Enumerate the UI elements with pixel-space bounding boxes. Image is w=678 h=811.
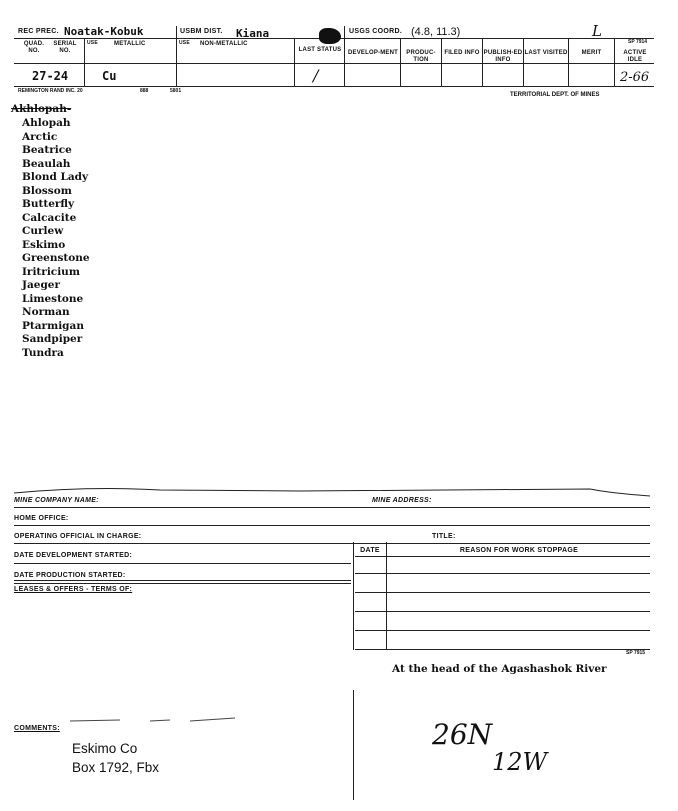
use-label-right: USE <box>179 40 190 46</box>
claim-item: Sandpiper <box>22 333 83 345</box>
last-status-label: LAST STATUS <box>298 47 342 53</box>
production-label: PRODUC-TION <box>406 50 436 63</box>
claim-item: Blond Lady <box>22 171 89 183</box>
date-column-label: DATE <box>360 547 380 554</box>
range-handwritten: 12W <box>492 748 548 776</box>
use-label-left: USE <box>87 40 98 46</box>
mine-company-label: MINE COMPANY NAME: <box>14 497 99 504</box>
comment-line-2: Box 1792, Fbx <box>72 760 160 775</box>
form-number-2: SP 7915 <box>626 650 646 656</box>
development-label: DEVELOP-MENT <box>347 50 399 56</box>
usbm-dist-value: Kiana <box>236 27 270 40</box>
claim-item: Arctic <box>22 130 58 143</box>
form-rule <box>14 507 650 508</box>
printer-imprint: REMINGTON RAND INC. 20 <box>18 88 83 94</box>
table-rule <box>353 690 354 800</box>
serial-label: SERIAL NO. <box>53 41 77 54</box>
header-divider <box>568 38 569 86</box>
usgs-coord-label: USGS COORD. <box>349 28 403 35</box>
claim-item: Iritricium <box>22 265 80 278</box>
header-divider <box>344 26 345 86</box>
header-divider <box>176 26 177 86</box>
form-number: SP 7914 <box>628 39 648 45</box>
claim-item: Beaulah <box>22 157 71 170</box>
header-divider <box>294 38 295 86</box>
mine-address-label: MINE ADDRESS: <box>372 497 432 504</box>
claim-item: Ptarmigan <box>22 319 84 332</box>
claim-item: Blossom <box>22 184 72 197</box>
table-rule <box>355 649 650 650</box>
header-divider <box>614 38 615 86</box>
table-rule <box>355 592 650 593</box>
claim-item: Butterfly <box>22 198 75 210</box>
claim-item: Tundra <box>22 346 64 359</box>
metallic-value: Cu <box>102 69 117 83</box>
rec-prec-label: REC PREC. <box>18 28 59 35</box>
form-rule <box>14 563 351 564</box>
metallic-label: METALLIC <box>114 41 146 47</box>
header-divider <box>523 38 524 86</box>
merit-label: MERIT <box>581 50 602 56</box>
imprint-code-1: 888 <box>140 88 149 94</box>
header-divider <box>441 38 442 86</box>
reason-column-label: REASON FOR WORK STOPPAGE <box>459 547 579 554</box>
title-label: TITLE: <box>432 533 456 540</box>
table-rule <box>355 630 650 631</box>
table-rule <box>355 573 650 574</box>
form-rule <box>355 556 650 557</box>
table-rule <box>386 542 387 650</box>
operating-official-label: OPERATING OFFICIAL IN CHARGE: <box>14 533 142 540</box>
usgs-coord-handwritten: L <box>592 22 602 40</box>
header-rule-mid <box>14 63 654 64</box>
claims-list <box>22 117 90 360</box>
form-rule <box>14 583 351 584</box>
claim-item: Jaeger <box>22 279 61 291</box>
table-rule <box>353 542 354 650</box>
faint-scribble <box>60 712 260 726</box>
home-office-label: HOME OFFICE: <box>14 515 69 522</box>
ink-blot <box>319 28 341 44</box>
published-info-label: PUBLISH-ED INFO <box>483 50 523 63</box>
form-rule <box>14 580 351 581</box>
claims-heading: Akhlopah- <box>11 103 72 115</box>
location-note: At the head of the Agashashok River <box>392 663 607 675</box>
territorial-dept-label: TERRITORIAL DEPT. OF MINES <box>510 92 600 98</box>
form-rule <box>14 525 650 526</box>
comments-label: COMMENTS: <box>14 725 60 732</box>
imprint-code-2: 5801 <box>170 88 182 94</box>
last-status-mark: / <box>313 66 319 85</box>
nonmetallic-label: NON-METALLIC <box>200 41 248 47</box>
claim-item: Limestone <box>22 292 84 305</box>
claim-item: Curlew <box>22 225 64 237</box>
quad-label: QUAD. NO. <box>23 41 45 54</box>
active-idle-label: ACTIVE IDLE <box>623 50 647 63</box>
usbm-dist-label: USBM DIST. <box>180 28 223 35</box>
claim-item: Ahlopah <box>22 117 71 129</box>
header-rule-bottom <box>14 86 654 87</box>
table-rule <box>355 611 650 612</box>
claim-item: Eskimo <box>22 238 66 251</box>
header-divider <box>84 38 85 86</box>
claim-item: Greenstone <box>22 252 90 264</box>
claim-item: Norman <box>22 306 70 318</box>
claim-item: Beatrice <box>22 144 72 156</box>
rec-prec-value: Noatak-Kobuk <box>64 25 144 38</box>
claim-item: Calcacite <box>22 211 77 224</box>
active-idle-value: 2-66 <box>620 70 650 85</box>
quad-serial-value: 27-24 <box>32 69 69 83</box>
township-handwritten: 26N <box>432 718 493 751</box>
comment-line-1: Eskimo Co <box>72 741 138 756</box>
date-production-label: DATE PRODUCTION STARTED: <box>14 572 126 579</box>
leases-offers-label: LEASES & OFFERS - TERMS OF: <box>14 586 133 593</box>
form-rule <box>14 543 650 544</box>
torn-edge-line <box>0 478 678 508</box>
filed-info-label: FILED INFO <box>444 50 480 56</box>
usgs-coord-value: (4.8, 11.3) <box>411 26 461 38</box>
last-visited-label: LAST VISITED <box>524 50 568 56</box>
date-development-label: DATE DEVELOPMENT STARTED: <box>14 552 133 559</box>
